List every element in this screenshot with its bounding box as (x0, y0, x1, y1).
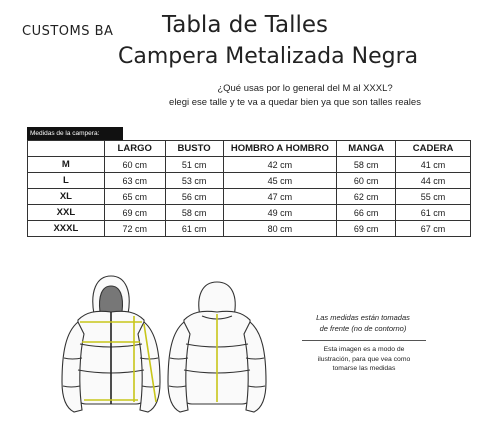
table-cell: 63 cm (104, 173, 165, 189)
intro-question: ¿Qué usas por lo general del M al XXXL? (217, 83, 393, 94)
table-cell: 80 cm (223, 221, 337, 237)
size-table (27, 140, 471, 237)
column-header: MANGA (337, 141, 396, 157)
table-cell: 60 cm (337, 173, 396, 189)
table-row (28, 205, 471, 221)
table-cell: 55 cm (396, 189, 471, 205)
table-header-row (28, 141, 471, 157)
table-cell: 45 cm (223, 173, 337, 189)
page-subtitle: Campera Metalizada Negra (118, 44, 419, 69)
table-cell: 56 cm (165, 189, 223, 205)
table-row (28, 221, 471, 237)
table-caption: Medidas de la campera: (27, 127, 123, 140)
column-header: LARGO (104, 141, 165, 157)
table-cell: 51 cm (165, 157, 223, 173)
table-cell: 72 cm (104, 221, 165, 237)
page-title: Tabla de Talles (162, 12, 329, 38)
table-cell: 58 cm (165, 205, 223, 221)
size-table-section (27, 127, 471, 237)
note-line: Las medidas están tomadas (316, 313, 410, 322)
table-cell: 49 cm (223, 205, 337, 221)
table-cell: 62 cm (337, 189, 396, 205)
note-line: tomarse las medidas (332, 365, 396, 372)
table-row (28, 157, 471, 173)
table-row (28, 173, 471, 189)
size-label: L (28, 173, 105, 189)
note-line: de frente (no de contorno) (319, 324, 407, 333)
table-cell: 67 cm (396, 221, 471, 237)
table-row (28, 189, 471, 205)
size-label: M (28, 157, 105, 173)
size-label: XL (28, 189, 105, 205)
size-label: XXL (28, 205, 105, 221)
column-header: CADERA (396, 141, 471, 157)
note-line: Esta imagen es a modo de (323, 346, 405, 353)
table-cell: 58 cm (337, 157, 396, 173)
note-line: ilustración, para que vea como (317, 355, 411, 363)
table-cell: 66 cm (337, 205, 396, 221)
table-cell: 41 cm (396, 157, 471, 173)
table-cell: 69 cm (104, 205, 165, 221)
table-cell: 60 cm (104, 157, 165, 173)
table-cell: 61 cm (396, 205, 471, 221)
jacket-front-illustration (56, 272, 166, 424)
size-label: XXXL (28, 221, 105, 237)
intro-advice: elegi ese talle y te va a quedar bien ya que son talles reales (169, 97, 421, 108)
illustration-note (302, 345, 426, 374)
table-cell: 44 cm (396, 173, 471, 189)
column-header (28, 141, 105, 157)
table-cell: 53 cm (165, 173, 223, 189)
column-header: HOMBRO A HOMBRO (223, 141, 337, 157)
table-cell: 69 cm (337, 221, 396, 237)
column-header: BUSTO (165, 141, 223, 157)
measurement-note (298, 312, 428, 334)
table-cell: 61 cm (165, 221, 223, 237)
jacket-back-illustration (162, 272, 272, 424)
table-cell: 47 cm (223, 189, 337, 205)
brand-name: CUSTOMS BA (22, 24, 114, 39)
table-cell: 65 cm (104, 189, 165, 205)
table-cell: 42 cm (223, 157, 337, 173)
note-divider (302, 340, 426, 341)
